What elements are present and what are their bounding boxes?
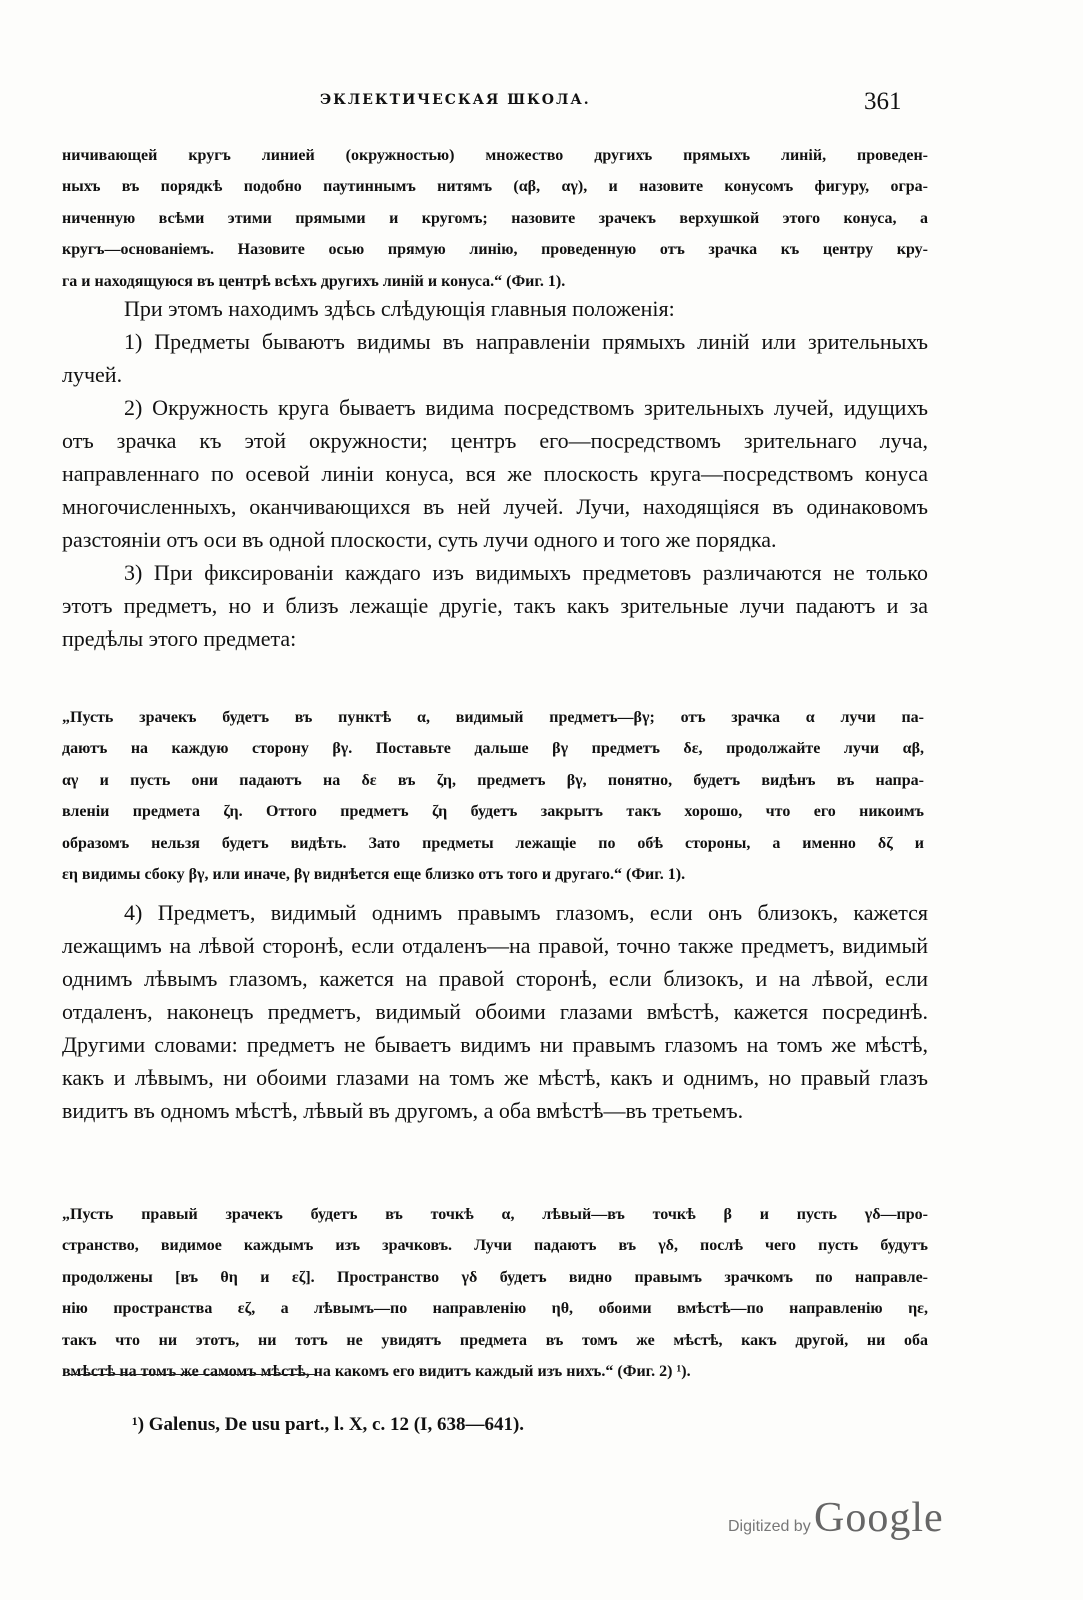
quote-block-1 bbox=[62, 140, 928, 297]
quote-line: ниченную всѣми этими прямыми и кругомъ; назовите зрачекъ верхушкой этого конуса, а bbox=[62, 209, 928, 227]
quote-line: га и находящуюся въ центрѣ всѣхъ другихъ линій и конуса.“ (Фиг. 1). bbox=[62, 272, 566, 290]
body-text-2 bbox=[62, 896, 928, 1127]
quote-line: ныхъ въ порядкѣ подобно паутиннымъ нитямъ (αβ, αγ), и назовите конусомъ фигуру, огра- bbox=[62, 178, 928, 196]
quote-line: εη видимы сбоку βγ, или иначе, βγ виднѣется еще близко отъ того и другаго.“ (Фиг. 1). bbox=[62, 866, 686, 884]
digitized-watermark bbox=[728, 1494, 968, 1554]
paragraph-item-4: 4) Предметъ, видимый однимъ правымъ глазомъ, если онъ близокъ, кажется лежащимъ на лѣвой сторонѣ, если отдаленъ—на правой, точно также предметъ, видимый однимъ лѣвымъ глазомъ, кажется на правой сторонѣ, если близокъ, и на лѣвой, если отдаленъ, наконецъ предметъ, видимый обоими глазами вмѣстѣ, кажется посрединѣ. Другими словами: предметъ не бываетъ видимъ ни правымъ глазомъ на томъ же мѣстѣ, какъ и лѣвымъ, ни обоими глазами на томъ же мѣстѣ, какъ и однимъ, но правый глазъ видитъ въ одномъ мѣстѣ, лѣвый въ другомъ, а оба вмѣстѣ—въ третьемъ. bbox=[62, 900, 928, 1123]
quote-line: странство, видимое каждымъ изъ зрачковъ. Лучи падаютъ въ γδ, послѣ чего пусть будутъ bbox=[62, 1237, 928, 1255]
running-title: ЭКЛЕКТИЧЕСКАЯ ШКОЛА. bbox=[320, 92, 591, 108]
paragraph-item-3: 3) При фиксированіи каждаго изъ видимыхъ предметовъ различаются не только этотъ предметъ, но и близъ лежащіе другіе, такъ какъ зрительные лучи падаютъ и за предѣлы этого предмета: bbox=[62, 560, 928, 651]
paragraph-item-2: 2) Окружность круга бываетъ видима посредствомъ зрительныхъ лучей, идущихъ отъ зрачка къ этой окружности; центръ его—посредствомъ зрительнаго луча, направленнаго по осевой линіи конуса, вся же плоскость круга—посредствомъ конуса многочисленныхъ, оканчивающихся въ ней лучей. Лучи, находящіяся въ одинаковомъ разстояніи отъ оси въ одной плоскости, суть лучи одного и того же порядка. bbox=[62, 395, 928, 552]
quote-line: „Пусть зрачекъ будетъ въ пунктѣ α, видимый предметъ—βγ; отъ зрачка α лучи па- bbox=[62, 709, 924, 726]
page-number: 361 bbox=[864, 88, 902, 115]
quote-line: нію пространства εζ, а лѣвымъ—по направленію ηθ, обоими вмѣстѣ—по направленію ηε, bbox=[62, 1300, 928, 1318]
quote-line: кругъ—основаніемъ. Назовите осью прямую линію, проведенную отъ зрачка къ центру кру- bbox=[62, 241, 928, 259]
quote-line: продолжены [въ θη и εζ]. Пространство γδ будетъ видно правымъ зрачкомъ по направле- bbox=[62, 1268, 928, 1286]
google-logo: Google bbox=[814, 1495, 944, 1541]
page-header bbox=[0, 88, 1083, 120]
quote-line: даютъ на каждую сторону βγ. Поставьте дальше βγ предметъ δε, продолжайте лучи αβ, bbox=[62, 740, 924, 758]
footnote: ¹) Galenus, De usu part., l. X, c. 12 (I, 638—641). bbox=[132, 1414, 525, 1435]
quote-block-2 bbox=[62, 702, 924, 890]
quote-line: вмѣстѣ на томъ же самомъ мѣстѣ, на какомъ его видитъ каждый изъ нихъ.“ (Фиг. 2) ¹). bbox=[62, 1363, 691, 1381]
paragraph-intro: При этомъ находимъ здѣсь слѣдующія главныя положенія: bbox=[124, 296, 675, 321]
quote-line: αγ и пусть они падаютъ на δε въ ζη, предметъ βγ, понятно, будетъ видѣнъ въ напра- bbox=[62, 771, 924, 789]
footnote-divider bbox=[70, 1374, 316, 1375]
quote-line: вленіи предмета ζη. Оттого предметъ ζη будетъ закрытъ такъ хорошо, что его никоимъ bbox=[62, 803, 924, 821]
body-text-1 bbox=[62, 292, 928, 655]
quote-line: такъ что ни этотъ, ни тотъ не увидятъ предмета въ томъ же мѣстѣ, какъ другой, ни оба bbox=[62, 1331, 928, 1349]
quote-line: ничивающей кругъ линией (окружностью) множество другихъ прямыхъ линій, проведен- bbox=[62, 147, 928, 164]
watermark-prefix: Digitized by bbox=[728, 1518, 811, 1535]
paragraph-item-1: 1) Предметы бываютъ видимы въ направленіи прямыхъ линій или зрительныхъ лучей. bbox=[62, 329, 928, 387]
quote-line: образомъ нельзя будетъ видѣть. Зато предметы лежащіе по обѣ стороны, а именно δζ и bbox=[62, 834, 924, 852]
quote-block-3 bbox=[62, 1199, 928, 1387]
quote-line: „Пусть правый зрачекъ будетъ въ точкѣ α, лѣвый—въ точкѣ β и пусть γδ—про- bbox=[62, 1206, 928, 1223]
